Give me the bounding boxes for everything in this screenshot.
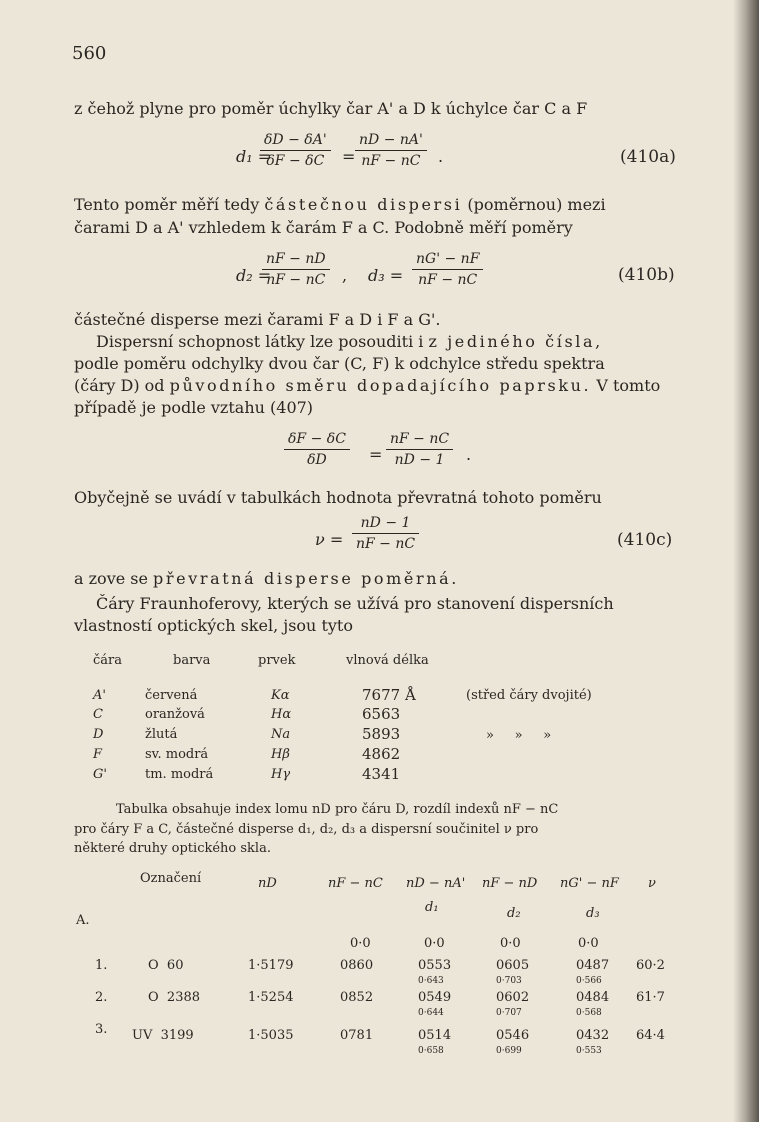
nF-nD-cell: 0602: [496, 990, 530, 1005]
numerator: δF − δC: [288, 431, 346, 447]
nG-nF-cell: 0487: [576, 958, 610, 973]
nF-nD-cell: 0605: [496, 958, 530, 973]
numerator: nG' − nF: [416, 251, 480, 267]
element-cell: Hβ: [271, 747, 290, 762]
paragraph-line: z čehož plyne pro poměr úchylky čar A' a D k úchylce čar C a F: [74, 99, 588, 118]
paragraph-line: Tabulka obsahuje index lomu nD pro čáru D, rozdíl indexů nF − nC: [116, 802, 559, 817]
equation-lhs: d₂ =: [236, 266, 272, 285]
column-header: čára: [93, 653, 122, 668]
numerator: nF − nC: [390, 431, 450, 447]
denominator: δD: [284, 449, 350, 468]
color-cell: oranžová: [145, 707, 205, 722]
element-cell: Hγ: [271, 767, 291, 782]
nD-nA-cell: 0549: [418, 990, 452, 1005]
text-run: (čáry D) od: [74, 376, 170, 395]
nD-cell: 1·5254: [248, 990, 294, 1005]
line-cell: F: [93, 747, 103, 762]
d1-cell: 0·658: [418, 1046, 444, 1056]
punctuation: .: [438, 147, 444, 166]
spaced-emphasis: z jediného čísla,: [428, 332, 603, 351]
paragraph-line: některé druhy optického skla.: [74, 841, 271, 856]
column-header: prvek: [258, 653, 296, 668]
punctuation: ,: [342, 266, 348, 285]
fraction: [284, 431, 350, 468]
text-run: Dispersní schopnost látky lze posouditi i: [96, 332, 429, 351]
glass-name: O 2388: [148, 990, 201, 1005]
line-cell: G': [93, 767, 107, 782]
element-cell: Hα: [271, 707, 292, 722]
column-header: barva: [173, 653, 211, 668]
numerator: nF − nD: [266, 251, 326, 267]
column-header: nD: [258, 876, 277, 891]
d3-cell: 0·566: [576, 976, 602, 986]
equation-number: (410a): [620, 147, 676, 167]
line-cell: C: [93, 707, 103, 722]
wavelength-cell: 4862: [362, 745, 401, 763]
wavelength-cell: 4341: [362, 765, 401, 783]
denominator: nD − 1: [386, 449, 453, 468]
text-run: Tento poměr měří tedy: [74, 195, 265, 214]
paragraph-line: [96, 334, 603, 350]
paragraph-line: [74, 571, 459, 587]
row-number: 2.: [95, 990, 108, 1005]
column-header: nD − nA': [406, 876, 466, 891]
paragraph-line: případě je podle vztahu (407): [74, 398, 314, 417]
glass-name: UV 3199: [132, 1028, 194, 1043]
numerator: nD − 1: [360, 515, 411, 531]
fraction: [412, 251, 483, 288]
denominator: δF − δC: [260, 150, 331, 169]
numerator: nD − nA': [359, 132, 423, 148]
equation-number: (410c): [617, 530, 673, 550]
equals-sign: =: [342, 147, 356, 166]
paragraph-line: Obyčejně se uvádí v tabulkách hodnota převratná tohoto poměru: [74, 488, 602, 507]
line-cell: D: [93, 727, 104, 742]
denominator: nF − nC: [412, 269, 483, 288]
spaced-emphasis: převratná disperse poměrná.: [153, 569, 459, 588]
nF-nC-cell: 0852: [340, 990, 374, 1005]
row-number: 3.: [95, 1022, 108, 1037]
paragraph-line: podle poměru odchylky dvou čar (C, F) k odchylce středu spektra: [74, 354, 605, 373]
element-cell: Na: [271, 727, 291, 742]
prefix-value: 0·0: [500, 936, 521, 951]
column-subheader: d₂: [507, 906, 521, 921]
d3-cell: 0·553: [576, 1046, 602, 1056]
denominator: nF − nC: [352, 533, 419, 552]
nu-cell: 64·4: [636, 1028, 665, 1043]
text-run: (poměrnou) mezi: [462, 195, 606, 214]
table-label: A.: [76, 913, 90, 928]
prefix-value: 0·0: [350, 936, 371, 951]
element-cell: Kα: [271, 688, 290, 703]
nF-nC-cell: 0860: [340, 958, 374, 973]
nF-nC-cell: 0781: [340, 1028, 374, 1043]
color-cell: žlutá: [145, 727, 178, 742]
fraction: [262, 251, 330, 288]
prefix-value: 0·0: [424, 936, 445, 951]
column-header: ν: [648, 876, 656, 891]
column-subheader: d₁: [425, 900, 439, 915]
d1-cell: 0·643: [418, 976, 444, 986]
glass-name: O 60: [148, 958, 184, 973]
fraction: [355, 132, 427, 169]
equation-lhs: ν =: [315, 530, 344, 549]
spaced-emphasis: částečnou dispersi: [264, 195, 463, 214]
paragraph-line: [74, 197, 606, 213]
nF-nD-cell: 0546: [496, 1028, 530, 1043]
equation-lhs: d₃ =: [368, 266, 404, 285]
equation-lhs: d₁ =: [236, 147, 272, 166]
denominator: nF − nC: [262, 269, 330, 288]
paragraph-line: [74, 378, 660, 394]
paragraph-line: vlastností optických skel, jsou tyto: [74, 616, 353, 635]
wavelength-cell: 5893: [362, 725, 401, 743]
fraction: [260, 132, 331, 169]
column-header: vlnová délka: [346, 653, 429, 668]
nD-cell: 1·5179: [248, 958, 294, 973]
nD-nA-cell: 0553: [418, 958, 452, 973]
column-header: nG' − nF: [560, 876, 619, 891]
numerator: δD − δA': [264, 132, 327, 148]
color-cell: červená: [145, 688, 198, 703]
ditto-marks: » » »: [486, 728, 552, 743]
denominator: nF − nC: [355, 150, 427, 169]
d2-cell: 0·703: [496, 976, 522, 986]
nD-cell: 1·5035: [248, 1028, 294, 1043]
page-binding-shadow: [733, 0, 759, 1122]
equation-number: (410b): [618, 265, 675, 285]
fraction: [352, 515, 419, 552]
color-cell: sv. modrá: [145, 747, 209, 762]
prefix-value: 0·0: [578, 936, 599, 951]
color-cell: tm. modrá: [145, 767, 214, 782]
column-subheader: d₃: [586, 906, 600, 921]
punctuation: .: [466, 445, 472, 464]
fraction: [386, 431, 453, 468]
page-number: 560: [72, 43, 107, 64]
paragraph-line: čarami D a A' vzhledem k čarám F a C. Podobně měří poměry: [74, 218, 573, 237]
line-cell: A': [93, 688, 106, 703]
d2-cell: 0·699: [496, 1046, 522, 1056]
text-run: V tomto: [591, 376, 661, 395]
column-header: nF − nD: [482, 876, 538, 891]
wavelength-cell: 6563: [362, 705, 401, 723]
d3-cell: 0·568: [576, 1008, 602, 1018]
wavelength-cell: 7677 Å: [362, 686, 416, 704]
spaced-emphasis: původního směru dopadajícího paprsku.: [169, 376, 592, 395]
nu-cell: 61·7: [636, 990, 665, 1005]
text-run: a zove se: [74, 569, 154, 588]
paragraph-line: Čáry Fraunhoferovy, kterých se užívá pro stanovení dispersních: [96, 594, 614, 613]
nD-nA-cell: 0514: [418, 1028, 452, 1043]
equals-sign: =: [369, 445, 383, 464]
d1-cell: 0·644: [418, 1008, 444, 1018]
paragraph-line: pro čáry F a C, částečné disperse d₁, d₂, d₃ a dispersní součinitel ν pro: [74, 822, 539, 837]
nu-cell: 60·2: [636, 958, 665, 973]
column-header: nF − nC: [328, 876, 383, 891]
d2-cell: 0·707: [496, 1008, 522, 1018]
row-number: 1.: [95, 958, 108, 973]
paragraph-line: částečné disperse mezi čarami F a D i F a G'.: [74, 310, 441, 329]
note-cell: (střed čáry dvojité): [466, 688, 592, 703]
column-header: Označení: [140, 871, 202, 886]
nG-nF-cell: 0432: [576, 1028, 610, 1043]
nG-nF-cell: 0484: [576, 990, 610, 1005]
